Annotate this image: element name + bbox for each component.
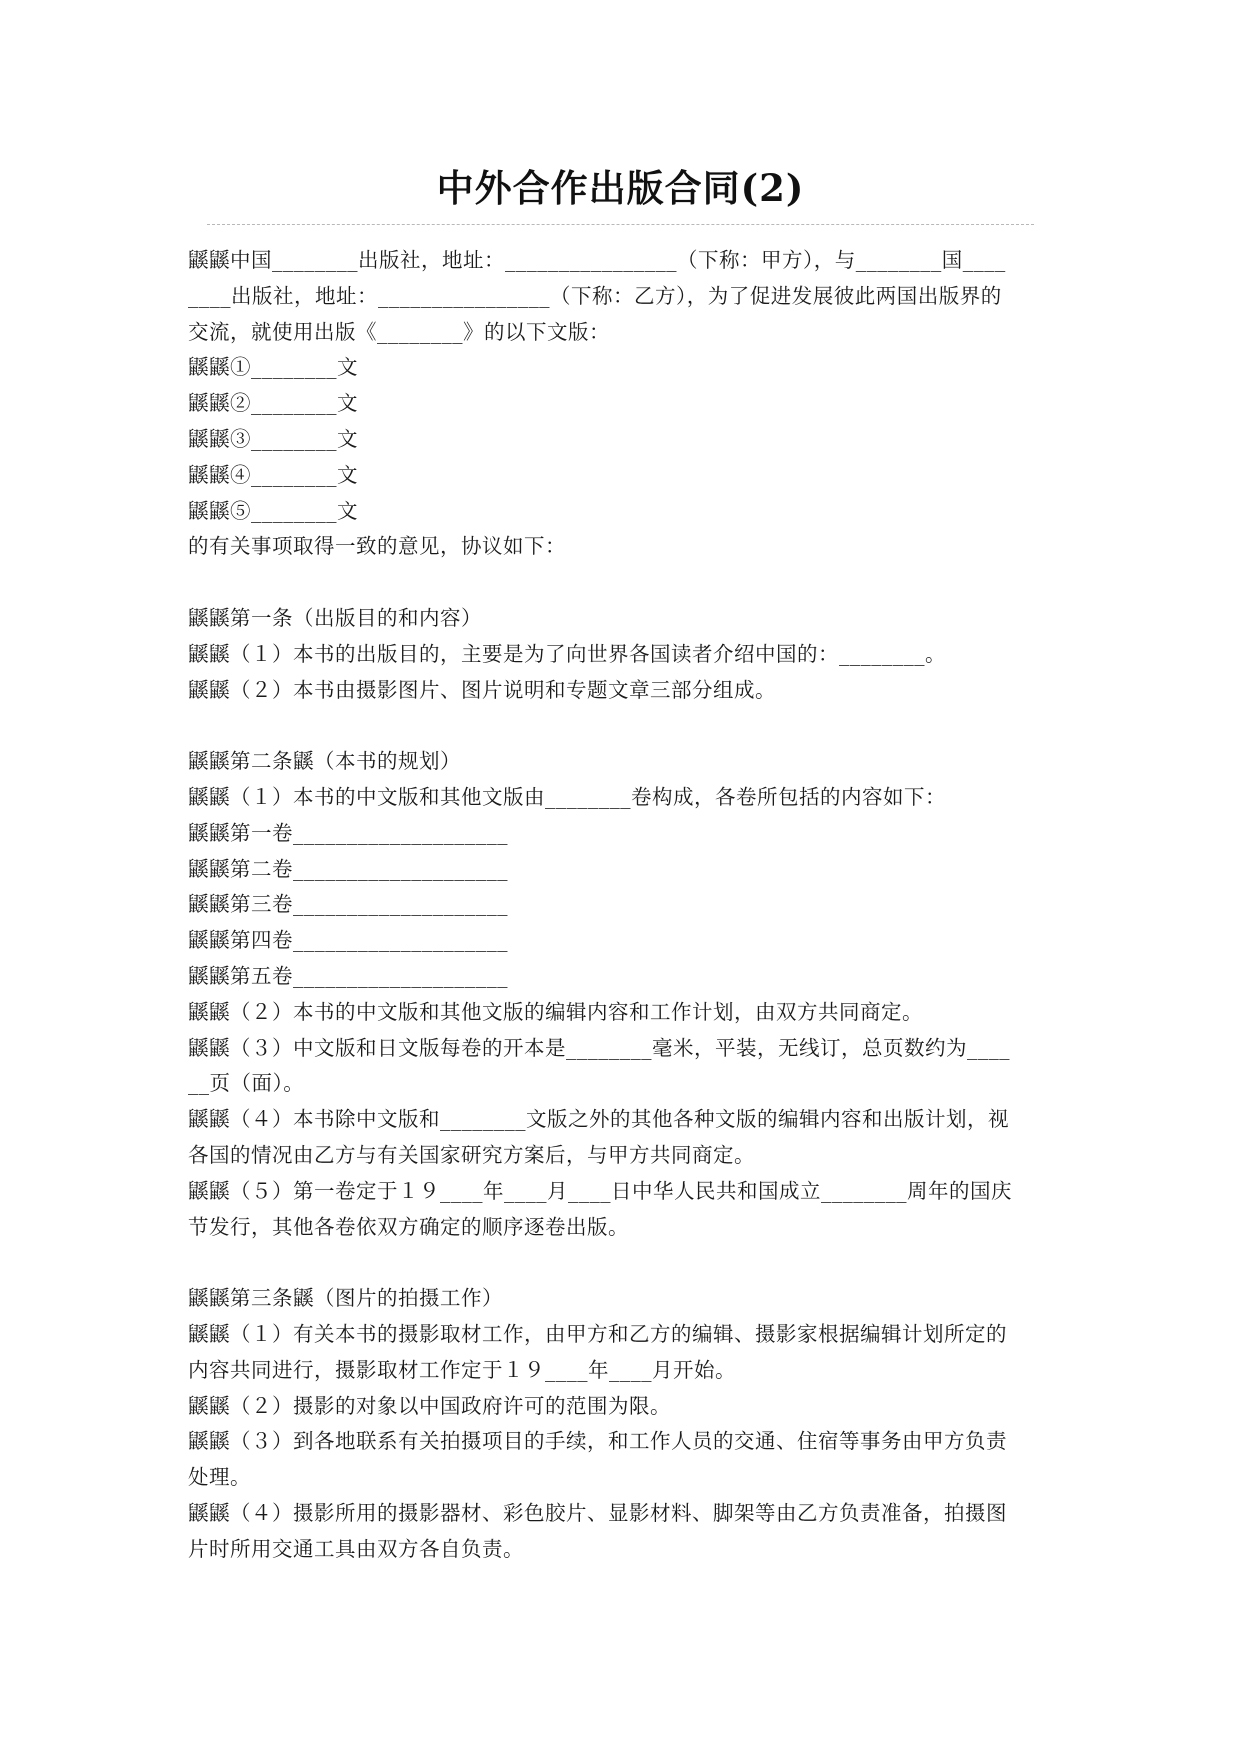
text-line: 交流，就使用出版《________》的以下文版： [188,319,610,344]
text-line: 鼷鼷第五卷____________________ [188,963,508,988]
blank-line [188,565,1083,601]
text-line: 鼷鼷（３）到各地联系有关拍摄项目的手续，和工作人员的交通、住宿等事务由甲方负责 [188,1429,1007,1454]
text-line: 鼷鼷④________文 [188,462,358,487]
text-line: 鼷鼷（１）本书的出版目的，主要是为了向世界各国读者介绍中国的：________。 [188,641,946,666]
text-line: 内容共同进行，摄影取材工作定于１９____年____月开始。 [188,1357,736,1382]
text-line: 鼷鼷②________文 [188,391,358,416]
page-title: 中外合作出版合同(2) [436,166,805,210]
text-line: 各国的情况由乙方与有关国家研究方案后，与甲方共同商定。 [188,1142,755,1167]
text-line: 鼷鼷（４）摄影所用的摄影器材、彩色胶片、显影材料、脚架等由乙方负责准备，拍摄图 [188,1500,1007,1525]
text-line: 鼷鼷⑤________文 [188,498,358,523]
text-line: 鼷鼷（４）本书除中文版和________文版之外的其他各种文版的编辑内容和出版计划，视 [188,1107,1009,1132]
text-line: 的有关事项取得一致的意见，协议如下： [188,534,566,559]
text-line: __页（面）。 [188,1071,305,1096]
article-heading: 鼷鼷第三条鼷（图片的拍摄工作） [188,1286,503,1311]
text-line: 鼷鼷第四卷____________________ [188,928,508,953]
text-line: 鼷鼷③________文 [188,426,358,451]
contract-body [188,243,1083,1567]
blank-line [188,1245,1083,1281]
article-heading: 鼷鼷第二条鼷（本书的规划） [188,749,461,774]
text-line: ____出版社，地址：________________（下称：乙方），为了促进发展彼此两国出版界的 [188,283,1002,308]
text-line: 鼷鼷（５）第一卷定于１９____年____月____日中华人民共和国成立________周年的国庆 [188,1178,1012,1203]
text-line: 鼷鼷第二卷____________________ [188,856,508,881]
text-line: 鼷鼷①________文 [188,355,358,380]
text-line: 鼷鼷中国________出版社，地址：________________（下称：甲方），与________国____ [188,248,1006,272]
text-line: 鼷鼷（２）摄影的对象以中国政府许可的范围为限。 [188,1393,671,1418]
blank-line [188,708,1083,744]
title-divider [207,224,1034,225]
text-line: 鼷鼷（１）有关本书的摄影取材工作，由甲方和乙方的编辑、摄影家根据编辑计划所定的 [188,1321,1007,1346]
text-line: 鼷鼷（２）本书的中文版和其他文版的编辑内容和工作计划，由双方共同商定。 [188,999,923,1024]
text-line: 鼷鼷第三卷____________________ [188,892,508,917]
article-heading: 鼷鼷第一条（出版目的和内容） [188,605,482,630]
text-line: 鼷鼷第一卷____________________ [188,820,508,845]
text-line: 鼷鼷（２）本书由摄影图片、图片说明和专题文章三部分组成。 [188,677,776,702]
text-line: 片时所用交通工具由双方各自负责。 [188,1536,524,1561]
text-line: 处理。 [188,1465,251,1490]
text-line: 鼷鼷（１）本书的中文版和其他文版由________卷构成，各卷所包括的内容如下： [188,784,946,809]
text-line: 鼷鼷（３）中文版和日文版每卷的开本是________毫米，平装，无线订，总页数约为____ [188,1035,1010,1060]
text-line: 节发行，其他各卷依双方确定的顺序逐卷出版。 [188,1214,629,1239]
